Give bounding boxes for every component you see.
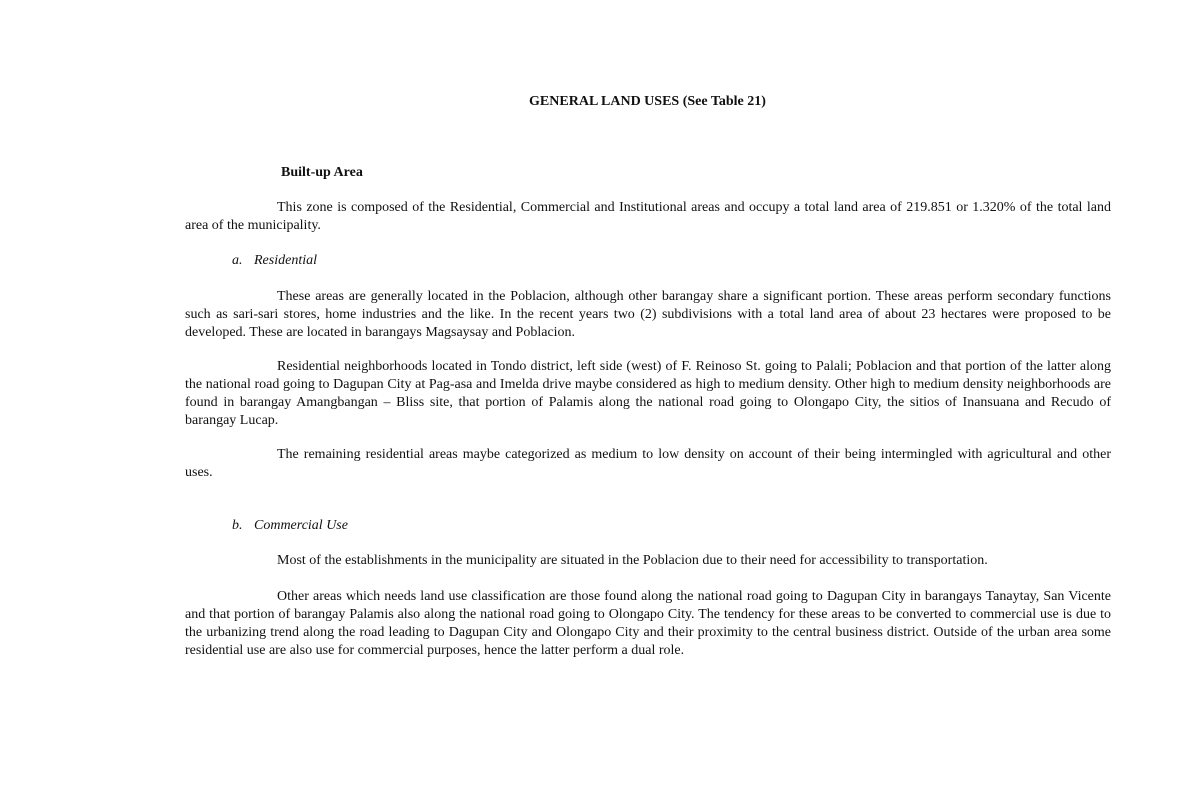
built-up-intro-paragraph [185,199,1111,235]
residential-paragraph-2 [185,358,1111,430]
residential-paragraph-3-text: The remaining residential areas maybe categorized as medium to low density on account of their being intermingled with agricultural and other uses. [185,447,1111,480]
residential-heading-text: Residential [254,253,317,268]
commercial-paragraph-2-text: Other areas which needs land use classification are those found along the national road going to Dagupan City in barangays Tanaytay, San Vicente and that portion of barangay Palamis also along the national road going to Olongapo City. The tendency for these areas to be converted to commercial use is due to the urbanizing trend along the road leading to Dagupan City and Olongapo City and their proximity to the central business district. Outside of the urban area some residential use are also use for commercial purposes, hence the latter perform a dual role. [185,589,1111,658]
commercial-paragraph-1 [185,552,1111,570]
commercial-paragraph-1-text: Most of the establishments in the municipality are situated in the Poblacion due to their need for accessibility to transportation. [277,553,988,568]
page-title: GENERAL LAND USES (See Table 21) [529,94,766,109]
residential-paragraph-3 [185,446,1111,482]
residential-paragraph-1 [185,288,1111,342]
commercial-paragraph-2 [185,588,1111,660]
built-up-intro-text: This zone is composed of the Residential, Commercial and Institutional areas and occupy a total land area of 219.851 or 1.320% of the total land area of the municipality. [185,200,1111,233]
residential-paragraph-2-text: Residential neighborhoods located in Tondo district, left side (west) of F. Reinoso St. going to Palali; Poblacion and that portion of the latter along the national road going to Dagupan City at Pag-asa and Imelda drive maybe considered as high to medium density. Other high to medium density neighborhoods are found in barangay Amangbangan – Bliss site, that portion of Palamis along the national road going to Olongapo City, the sitios of Inansuana and Recudo of barangay Lucap. [185,359,1111,428]
commercial-heading-text: Commercial Use [254,518,348,533]
residential-heading [232,252,317,270]
residential-letter: a. [232,253,243,268]
commercial-letter: b. [232,518,243,533]
commercial-heading [232,517,348,535]
residential-paragraph-1-text: These areas are generally located in the Poblacion, although other barangay share a significant portion. These areas perform secondary functions such as sari-sari stores, home industries and the like. In the recent years two (2) subdivisions with a total land area of about 23 hectares were proposed to be developed. These are located in barangays Magsaysay and Poblacion. [185,289,1111,340]
built-up-area-heading: Built-up Area [281,165,363,180]
